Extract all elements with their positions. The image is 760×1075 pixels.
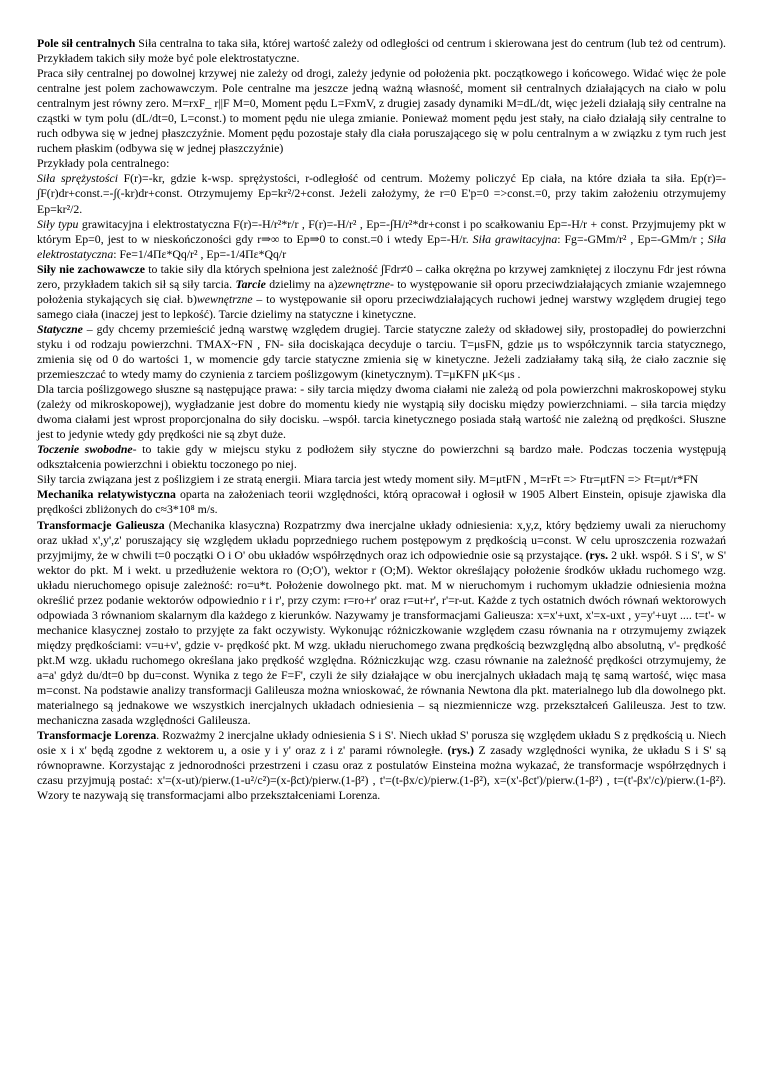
emphasis-run: Transformacje Lorenza bbox=[37, 728, 157, 743]
paragraph-nonconservative bbox=[37, 262, 726, 322]
paragraph-lorentz bbox=[37, 728, 726, 803]
emphasis-run: Transformacje Galieusza bbox=[37, 517, 165, 532]
paragraph-central-forces bbox=[37, 36, 726, 66]
text-run: Siła centralna to taka siła, której wartość zależy od odległości od centrum i skierowana jest do centrum (lub też od centrum). Przykładem takich siły może być pole elektrostatyczne. bbox=[37, 36, 726, 66]
text-run: : Fe=1/4Πε*Qq/r² , Ep=-1/4Πε*Qq/r bbox=[113, 246, 287, 261]
emphasis-run: Siła grawitacyjna bbox=[472, 231, 558, 246]
text-run: dzielimy na a) bbox=[265, 276, 338, 291]
paragraph-friction-moment bbox=[37, 472, 726, 487]
emphasis-run: zewnętrzne bbox=[337, 276, 390, 291]
text-run: . Rozważmy 2 inercjalne układy odniesienia S i S'. Niech układ S' porusza się względem układu S z prędkością u. Niech osie x i x' będą zgodne z wektorem u, a osie y i y' oraz z i z' parami równoległe. bbox=[37, 728, 727, 758]
text-run: - to występowanie sił oporu przeciwdziałających zmianie wzajemnego położenia stykających się ciał. b) bbox=[37, 276, 726, 306]
text-run: : Fg=-GMm/r² , Ep=-GMm/r ; bbox=[557, 231, 708, 246]
paragraph-examples-heading bbox=[37, 156, 726, 171]
paragraph-sliding-friction-laws bbox=[37, 382, 726, 442]
emphasis-run: (rys.) bbox=[447, 743, 474, 758]
emphasis-run: Toczenie swobodne bbox=[37, 442, 133, 457]
text-run: Dla tarcia poślizgowego słuszne są następujące prawa: - siły tarcia między dwoma ciałami nie zależą od pola powierzchni makroskopowej styku (zależy od mikroskopowej), wygładzanie jest dobre do momentu kiedy nie wystąpią siły docisku między powierzchniami. – siła tarcia między dwoma ciałami jest wprost proporcjonalna do siły docisku. –współ. tarcia kinetycznego posiada stałą wartość nie zależną od prędkości. Słuszne jest to jedynie wtedy gdy prędkości nie są zbyt duże. bbox=[37, 382, 726, 442]
text-run: Siły tarcia związana jest z poślizgiem i ze stratą energii. Miara tarcia jest wtedy moment siły. M=μtFN , M=rFt => Ftr=μtFN => Ft=μt/r*FN bbox=[37, 472, 699, 487]
emphasis-run: Tarcie bbox=[235, 276, 266, 291]
emphasis-run: Siła sprężystości bbox=[37, 171, 118, 186]
emphasis-run: Mechanika relatywistyczna bbox=[37, 487, 176, 502]
paragraph-gravity-electrostatic bbox=[37, 217, 726, 262]
emphasis-run: (rys. bbox=[585, 547, 609, 562]
text-run: (Mechanika klasyczna) Rozpatrzmy dwa inercjalne układy odniesienia: x,y,z, który będziemy uwali za nieruchomy oraz układ x',y',z' poruszający się względem układu poprzedniego ruchem postępowym z prędkością u=const. W celu uproszczenia rozważań przyjmijmy, że w chwili t=0 początki O i O' obu układów współrzędnych oraz ich odpowiednie osie są przystające. bbox=[37, 517, 726, 562]
emphasis-run: wewnętrzne bbox=[196, 291, 253, 306]
paragraph-rolling bbox=[37, 442, 726, 472]
text-run: grawitacyjna i elektrostatyczna F(r)=-H/r²*r/r , F(r)=-H/r² , Ep=-∫H/r²*dr+const i po scałkowaniu Ep=-H/r + const. Przyjmujemy pkt w którym Ep=0, jest to w nieskończoności gdy r⇒∞ to Ep⇒0 to const.=0 i wtedy Ep=-H/r. bbox=[37, 216, 727, 246]
text-run: F(r)=-kr, gdzie k-wsp. sprężystości, r-odległość od centrum. Możemy policzyć Ep ciała, na które działa ta siła. Ep(r)=-∫F(r)dr+const.=-∫(-kr)dr+const. Otrzymujemy Ep=kr²/2+const. Jeżeli założymy, że r=0 E'p=0 =>const.=0, przy takim założeniu otrzymujemy Ep=kr²/2. bbox=[37, 171, 726, 216]
paragraph-galilean bbox=[37, 518, 726, 729]
text-run: Praca siły centralnej po dowolnej krzywej nie zależy od drogi, zależy jedynie od położenia pkt. początkowego i końcowego. Widać więc że pole centralne jest polem zachowawczym. Pole centralne ma jeszcze jedną ważną własność, moment sił centralnych działających na ciało w polu centralnym jest równy zero. M=rxF_ r||F M=0, Moment pędu L=FxmV, z drugiej zasady dynamiki M=dL/dt, więc jeżeli działają siły centralne na cząstki w tym polu (dL/dt=0, L=const.) to moment pędu nie ulega zmianie. Ponieważ moment pędu jest stały, na ciało działają siły centralne to ruch odbywa się w jednej płaszczyźnie. Moment pędu pozostaje stały dla ciała poruszającego się w polu centralnym a w związku z tym ruch jest ruchem płaskim (odbywa się w jednej płaszczyźnie) bbox=[37, 66, 726, 156]
text-run: 2 ukł. współ. S i S', w S' wektor do pkt. M i wekt. u przedłużenie wektora ro (O;O'), wektor r (O;M). Wektor określający położenie środków układu ruchomego wzg. układu nieruchomego opisuje zależność: ro=u*t. Położenie dowolnego pkt. mat. M w nieruchomym i ruchomym układzie odniesienia można określić przez podanie wektorów odpowiednio r i r', przy czym: r=ro+r' oraz r=ut+r', r'=r-ut. Każde z tych ostatnich dwóch równań wektorowych odpowiada 3 równaniom skalarnym dla każdego z kierunków. Nazywamy je transformacjami Galieusza: x=x'+uxt, x'=x-uxt , y=y'+uyt .... t=t'- w mechanice klasycznej zostało to przyjęte za fakt oczywisty. Wykonując różniczkowanie względem czasu równania na r otrzymujemy związek między prędkościami: v=u+v', gdzie v- prędkość pkt. M wzg. układu nieruchomego zwana prędkością bezwzględną albo absolutną, v'- prędkość pkt.M wzg. układu ruchomego określana jako prędkość względna. Różniczkując wzg. czasu równanie na zależność prędkości otrzymujemy, że a=a' gdyż du/dt=0 bp du=const. Wynika z tego że F=F', czyli że siły działające w obu inercjalnych układach mają tę samą wartość, więc masa m=const. Na podstawie analizy transformacji Galileusza można wnioskować, że równania Newtona dla pkt. materialnego lub dla dowolnego pkt. materialnego są jednakowe we wszystkich inercjalnych układach odniesienia – są niezmiennicze wzg. przekształceń Galileusza. Jest to tzw. mechaniczna zasada względności Galileusza. bbox=[37, 547, 726, 728]
text-run: – to występowanie sił oporu przeciwdziałających ruchowi jednej warstwy względem drugiej tego samego ciała (inaczej jest to lepkość). Tarcie dzielimy na statyczne i kinetyczne. bbox=[37, 291, 726, 321]
emphasis-run: Statyczne bbox=[37, 321, 83, 336]
text-run: Przykłady pola centralnego: bbox=[37, 156, 170, 171]
text-run: - to takie gdy w miejscu styku z podłożem siły styczne do powierzchni są bardzo małe. Podczas toczenia występują odkształcenia powierzchni i obiektu toczonego po niej. bbox=[37, 442, 726, 472]
text-run: to takie siły dla których spełniona jest zależność ∫Fdr≠0 – całka okrężna po krzywej zamkniętej z iloczynu Fdr jest równa zero, przykładem takich sił są siły tarcia. bbox=[37, 261, 726, 291]
paragraph-elastic-force bbox=[37, 171, 726, 216]
emphasis-run: Siły nie zachowawcze bbox=[37, 261, 145, 276]
paragraph-relativistic bbox=[37, 487, 726, 517]
text-run: Z zasady względności wynika, że układu S i S' są równoprawne. Korzystając z jednorodności przestrzeni i czasu oraz z postulatów Einsteina można wykazać, że transformacje współrzędnych i czasu przyjmują postać: x'=(x-ut)/pierw.(1-u²/c²)=(x-βct)/pierw.(1-β²) , t'=(t-βx/c)/pierw.(1-β²), x=(x'-βct')/pierw.(1-β²) , t=(t'-βx'/c)/pierw.(1-β²). Wzory te nazywają się transformacjami albo przekształceniami Lorenza. bbox=[37, 743, 726, 803]
paragraph-central-work bbox=[37, 66, 726, 156]
text-run: oparta na założeniach teorii względności, którą opracował i ogłosił w 1905 Albert Einstein, opisuje zjawiska dla prędkości zbliżonych do c≈3*10⁸ m/s. bbox=[37, 487, 726, 517]
text-run: – gdy chcemy przemieścić jedną warstwę względem drugiej. Tarcie statyczne zależy od składowej siły, prostopadłej do powierzchni styku i od rodzaju powierzchni. TMAX~FN , FN- siła dociskająca decyduje o tarciu. T=μsFN, gdzie μs to współczynnik tarcia statycznego, zmienia się od 0 do wartości 1, w momencie gdy tarcie statyczne zmienia się w kinetyczne. Jeżeli zadziałamy taką siłą, że ciało zacznie się przemieszczać to wtedy mamy do czynienia z tarciem poślizgowym (kinetycznym). T=μKFN μK<μs . bbox=[37, 321, 726, 382]
paragraph-static-friction bbox=[37, 322, 726, 382]
emphasis-run: Siły typu bbox=[37, 216, 79, 231]
emphasis-run: Pole sił centralnych bbox=[37, 36, 136, 50]
emphasis-run: Siła elektrostatyczna bbox=[37, 231, 726, 261]
